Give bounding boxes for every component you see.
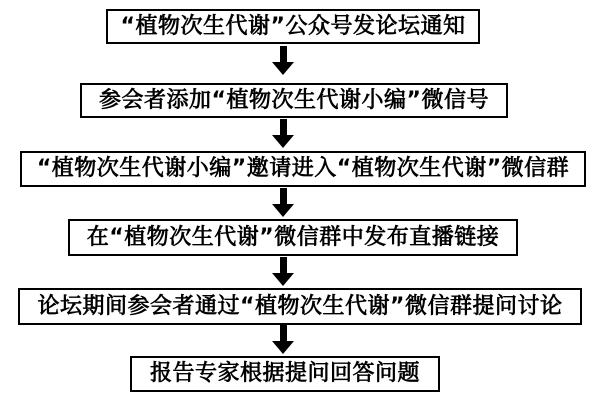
arrow-head (272, 204, 294, 217)
flow-step-4: 在“植物次生代谢”微信群中发布直播链接 (68, 219, 518, 256)
arrow-stem (280, 257, 287, 273)
arrow-stem (280, 119, 287, 135)
arrow-down-icon (272, 257, 294, 286)
arrow-down-icon (272, 325, 294, 354)
arrow-head (272, 341, 294, 354)
flow-step-5: 论坛期间参会者通过“植物次生代谢”微信群提问讨论 (18, 288, 582, 325)
arrow-head (272, 135, 294, 148)
flow-step-6: 报告专家根据提问回答问题 (130, 356, 440, 392)
flow-step-3: “植物次生代谢小编”邀请进入“植物次生代谢”微信群 (20, 151, 586, 187)
arrow-down-icon (272, 119, 294, 148)
arrow-head (272, 273, 294, 286)
flow-step-1: “植物次生代谢”公众号发论坛通知 (106, 9, 480, 44)
arrow-head (272, 62, 294, 75)
flow-step-2: 参会者添加“植物次生代谢小编”微信号 (80, 83, 508, 118)
arrow-stem (280, 188, 287, 204)
arrow-down-icon (272, 46, 294, 75)
arrow-stem (280, 46, 287, 62)
arrow-down-icon (272, 188, 294, 217)
arrow-stem (280, 325, 287, 341)
